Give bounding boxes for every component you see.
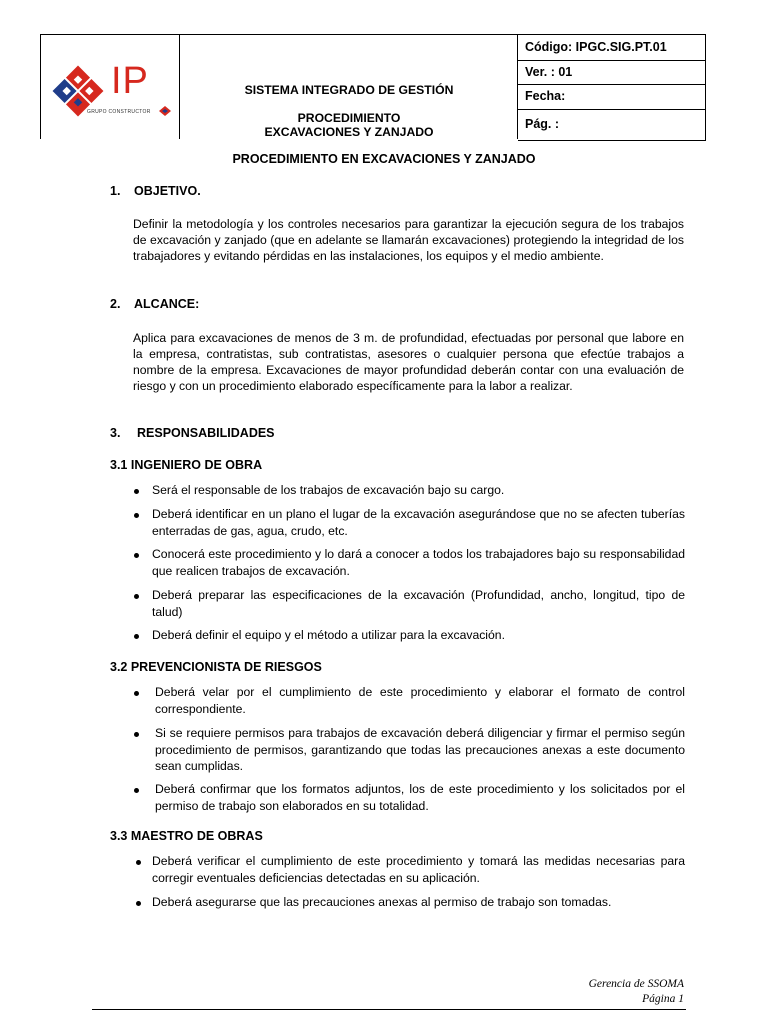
list-item: Deberá asegurarse que las precauciones anexas al permiso de trabajo son tomadas.	[152, 895, 612, 909]
list-item: Deberá definir el equipo y el método a utilizar para la excavación.	[152, 628, 505, 642]
section-number: 1.	[110, 184, 121, 198]
bullet-icon	[134, 634, 139, 639]
bullet-icon	[134, 732, 139, 737]
bullet-icon	[136, 901, 141, 906]
section-title: OBJETIVO.	[134, 184, 201, 198]
subsection-heading-ingeniero: 3.1 INGENIERO DE OBRA	[110, 458, 263, 472]
bullet-icon	[134, 788, 139, 793]
alcance-paragraph: Aplica para excavaciones de menos de 3 m. de profundidad, efectuadas por personal que labore en la empresa, contratistas, sub contratistas, asesores o cualquier persona que efectúe trabajos a nombre de la empresa. Excavaciones de mayor profundidad deberán contar con una evaluación de riesgo y con un procedimiento elaborado específicamente para la labor a realizar.	[133, 331, 684, 393]
list-item: Deberá preparar las especificaciones de la excavación (Profundidad, ancho, longitud, tipo de talud)	[152, 588, 685, 619]
procedure-label: PROCEDIMIENTO	[297, 111, 401, 125]
header-logo-cell	[40, 34, 180, 139]
list-item: Deberá verificar el cumplimiento de este procedimiento y tomará las medidas necesarias para corregir eventuales deficiencias detectadas en su aplicación.	[152, 854, 685, 885]
footer-page: Página 1	[642, 993, 684, 1005]
section-number: 3.	[110, 426, 121, 440]
logo-subtitle: GRUPO CONSTRUCTOR	[87, 109, 151, 115]
list-item: Deberá confirmar que los formatos adjuntos, los de este procedimiento y los solicitados por el permiso de trabajo son elaborados en su totalidad.	[155, 782, 685, 813]
document-title: PROCEDIMIENTO EN EXCAVACIONES Y ZANJADO	[232, 152, 536, 166]
list-item: Será el responsable de los trabajos de excavación bajo su cargo.	[152, 483, 505, 497]
document-version: Ver. : 01	[518, 61, 705, 85]
subsection-heading-maestro: 3.3 MAESTRO DE OBRAS	[110, 829, 263, 843]
footer-department: Gerencia de SSOMA	[588, 978, 684, 990]
document-page-number: Pág. :	[518, 110, 705, 141]
list-item: Si se requiere permisos para trabajos de excavación deberá diligenciar y firmar el permiso según procedimiento de permisos, garantizando que todas las precauciones anexas a este documento sean cumplidas.	[155, 726, 685, 773]
system-title: SISTEMA INTEGRADO DE GESTIÓN	[244, 83, 454, 97]
objetivo-paragraph: Definir la metodología y los controles necesarios para garantizar la ejecución segura de los trabajos de excavación y zanjado (que en adelante se llamarán excavaciones) protegiendo la integridad de los trabajadores y evitando pérdidas en las instalaciones, los equipos y el medio ambiente.	[133, 217, 684, 263]
footer-divider	[92, 1009, 686, 1010]
logo-small-diamond-icon	[159, 106, 171, 116]
procedure-name: EXCAVACIONES Y ZANJADO	[264, 125, 434, 139]
section-title: RESPONSABILIDADES	[137, 426, 275, 440]
subsection-heading-prevencionista: 3.2 PREVENCIONISTA DE RIESGOS	[110, 660, 322, 674]
bullet-icon	[134, 691, 139, 696]
bullet-icon	[134, 513, 139, 518]
list-item: Deberá velar por el cumplimiento de este procedimiento y elaborar el formato de control correspondiente.	[155, 685, 685, 716]
header-info-cell	[518, 34, 706, 141]
bullet-icon	[134, 594, 139, 599]
section-number: 2.	[110, 297, 121, 311]
logo-wordmark: IP	[111, 60, 149, 102]
section-title: ALCANCE:	[134, 297, 200, 311]
document-date: Fecha:	[518, 85, 705, 110]
list-item: Deberá identificar en un plano el lugar de la excavación asegurándose que no se afecten tuberías enterradas de gas, agua, crudo, etc.	[152, 507, 685, 538]
section-heading-responsabilidades	[110, 426, 275, 440]
bullet-icon	[134, 489, 139, 494]
section-heading-objetivo	[110, 184, 201, 198]
bullet-icon	[136, 860, 141, 865]
bullet-icon	[134, 553, 139, 558]
list-item: Conocerá este procedimiento y lo dará a conocer a todos los trabajadores bajo su responsabilidad que realicen trabajos de excavación.	[152, 547, 685, 578]
header-title-cell	[180, 34, 518, 139]
section-heading-alcance	[110, 297, 199, 311]
document-code: Código: IPGC.SIG.PT.01	[518, 35, 705, 61]
